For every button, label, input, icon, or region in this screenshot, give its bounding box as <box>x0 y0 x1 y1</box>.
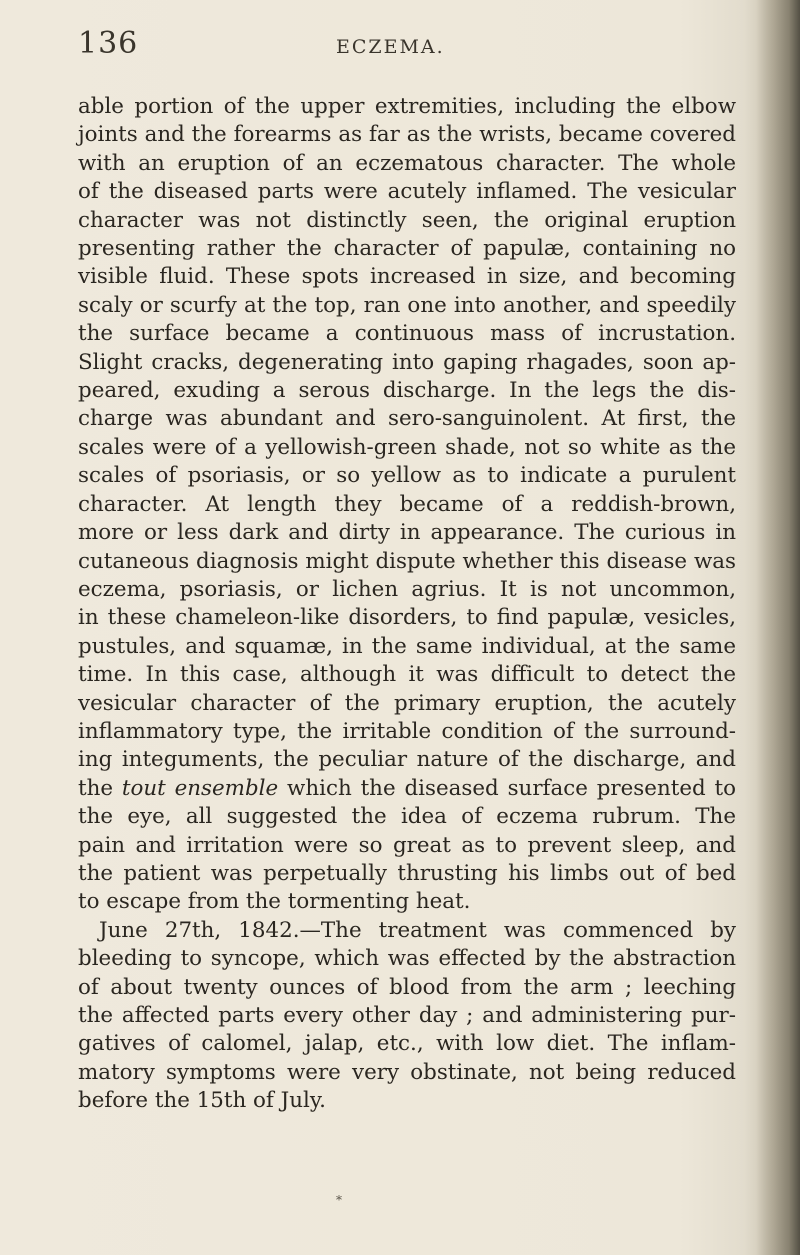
text-line: cutaneous diagnosis might dispute whether this disease was <box>78 548 736 574</box>
text-line: gatives of calomel, jalap, etc., with low diet. The inflam- <box>78 1031 736 1057</box>
running-head: ECZEMA. <box>336 36 445 58</box>
text-line: of the diseased parts were acutely inflamed. The vesicular <box>78 179 736 205</box>
text-line: visible fluid. These spots increased in size, and becoming <box>78 264 736 290</box>
text-line: time. In this case, although it was difficult to detect the <box>78 662 736 688</box>
text-line: more or less dark and dirty in appearance. The curious in <box>78 520 736 546</box>
text-line: scales were of a yellowish-green shade, not so white as the <box>78 434 736 460</box>
italic-phrase: tout ensemble <box>121 775 279 801</box>
text-fragment: the <box>78 775 122 801</box>
text-line: pustules, and squamæ, in the same individual, at the same <box>78 633 736 659</box>
text-line: inflammatory type, the irritable condition of the surround- <box>78 718 736 744</box>
text-fragment: which the diseased surface presented to <box>278 775 736 801</box>
text-line: bleeding to syncope, which was effected by the abstraction <box>78 946 736 972</box>
paragraph-2 <box>78 917 736 1116</box>
page-binding-shadow <box>756 0 800 1255</box>
text-line-with-italic <box>78 775 736 803</box>
body-text <box>78 93 736 1116</box>
text-line: character. At length they became of a reddish-brown, <box>78 491 736 517</box>
text-line: eczema, psoriasis, or lichen agrius. It is not uncommon, <box>78 576 736 602</box>
text-line: Slight cracks, degenerating into gaping rhagades, soon ap- <box>78 349 736 375</box>
text-line: presenting rather the character of papulæ, containing no <box>78 236 736 262</box>
text-line: June 27th, 1842.—The treatment was commenced by <box>99 917 736 943</box>
text-line: the affected parts every other day ; and administering pur- <box>78 1003 736 1028</box>
text-line: vesicular character of the primary eruption, the acutely <box>78 690 736 716</box>
text-line: the eye, all suggested the idea of eczema rubrum. The <box>78 804 736 830</box>
text-line: the patient was perpetually thrusting his limbs out of bed <box>78 860 736 886</box>
page-number: 136 <box>78 26 139 61</box>
text-line: ing integuments, the peculiar nature of the discharge, and <box>78 747 736 773</box>
footer-mark: * <box>336 1193 342 1207</box>
text-line: pain and irritation were so great as to prevent sleep, and <box>78 832 736 858</box>
text-line: scaly or scurfy at the top, ran one into another, and speedily <box>78 292 736 318</box>
text-line: joints and the forearms as far as the wrists, became covered <box>78 122 736 148</box>
text-line: to escape from the tormenting heat. <box>78 889 471 915</box>
text-line: of about twenty ounces of blood from the arm ; leeching <box>78 974 736 1000</box>
paragraph-1 <box>78 93 736 917</box>
text-line: matory symptoms were very obstinate, not being reduced <box>78 1059 736 1085</box>
page-header <box>78 26 728 66</box>
text-line: character was not distinctly seen, the original eruption <box>78 207 736 233</box>
text-line: with an eruption of an eczematous character. The whole <box>78 150 736 176</box>
text-line: in these chameleon-like disorders, to find papulæ, vesicles, <box>78 605 736 631</box>
text-line: scales of psoriasis, or so yellow as to indicate a purulent <box>78 463 736 489</box>
text-line: peared, exuding a serous discharge. In the legs the dis- <box>78 378 736 404</box>
text-line: charge was abundant and sero-sanguinolent. At first, the <box>78 406 736 432</box>
text-line: the surface became a continuous mass of incrustation. <box>78 321 736 347</box>
text-line: before the 15th of July. <box>78 1088 326 1114</box>
text-line: able portion of the upper extremities, including the elbow <box>78 94 736 119</box>
